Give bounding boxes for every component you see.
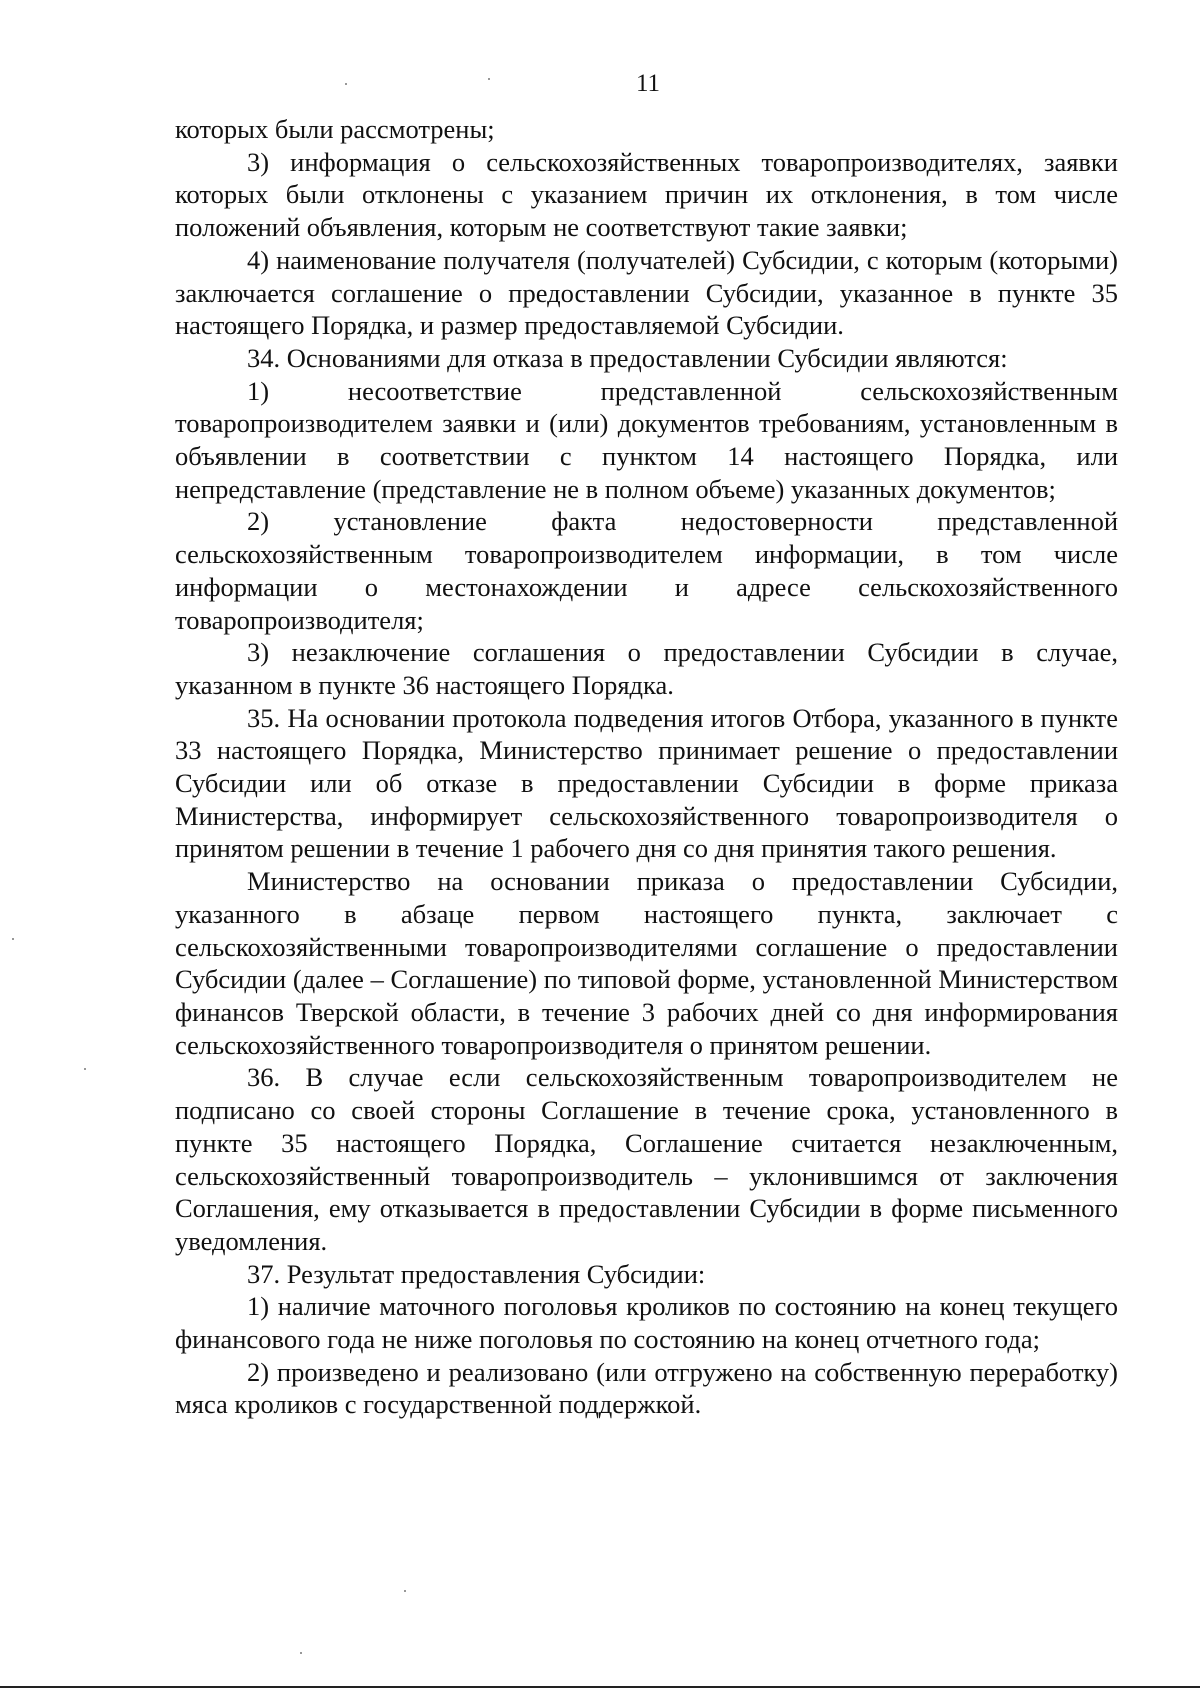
paragraph-34-item-2: 2) установление факта недостоверности представленной сельскохозяйственным товаропроизводителем информации, в том числе информации о местонахождении и адресе сельскохозяйственного товаропроизводителя; bbox=[175, 506, 1118, 635]
paragraph-37-item-1: 1) наличие маточного поголовья кроликов по состоянию на конец текущего финансового года не ниже поголовья по состоянию на конец отчетного года; bbox=[175, 1291, 1118, 1355]
paragraph-33-item-4: 4) наименование получателя (получателей) Субсидии, с которым (которыми) заключается соглашение о предоставлении Субсидии, указанное в пункте 35 настоящего Порядка, и размер предоставляемой Субсидии. bbox=[175, 244, 1118, 341]
scan-speck bbox=[300, 1652, 302, 1654]
scan-speck bbox=[488, 78, 490, 80]
page-number: 11 bbox=[635, 70, 661, 97]
scan-speck bbox=[84, 1068, 86, 1070]
scan-speck bbox=[345, 83, 347, 85]
paragraph-continuation: которых были рассмотрены; bbox=[175, 114, 495, 144]
paragraph-34-item-3: 3) незаключение соглашения о предоставлении Субсидии в случае, указанном в пункте 36 настоящего Порядка. bbox=[175, 637, 1118, 700]
paragraph-33-item-3: 3) информация о сельскохозяйственных товаропроизводителях, заявки которых были отклонены с указанием причин их отклонения, в том числе положений объявления, которым не соответствуют такие заявки; bbox=[175, 146, 1118, 243]
page-bottom-border bbox=[0, 1686, 1200, 1688]
paragraph-35: 35. На основании протокола подведения итогов Отбора, указанного в пункте 33 настоящего Порядка, Министерство принимает решение о предоставлении Субсидии или об отказе в предоставлении Субсидии в форме приказа Министерства, информирует сельскохозяйственного товаропроизводителя о принятом решении в течение 1 рабочего дня со дня принятия такого решения. bbox=[175, 702, 1118, 864]
scan-speck bbox=[12, 938, 14, 940]
paragraph-36: 36. В случае если сельскохозяйственным товаропроизводителем не подписано со своей стороны Соглашение в течение срока, установленного в пункте 35 настоящего Порядка, Соглашение считается незаключенным, сельскохозяйственный товаропроизводитель – уклонившимся от заключения Соглашения, ему отказывается в предоставлении Субсидии в форме письменного уведомления. bbox=[175, 1062, 1118, 1256]
scan-speck bbox=[404, 1590, 406, 1592]
paragraph-34-item-1: 1) несоответствие представленной сельскохозяйственным товаропроизводителем заявки и (или) документов требованиям, установленным в объявлении в соответствии с пунктом 14 настоящего Порядка, или непредставление (представление не в полном объеме) указанных документов; bbox=[175, 375, 1118, 504]
paragraph-34-heading: 34. Основаниями для отказа в предоставлении Субсидии являются: bbox=[247, 342, 1008, 373]
paragraph-35-second: Министерство на основании приказа о предоставлении Субсидии, указанного в абзаце первом настоящего пункта, заключает с сельскохозяйственными товаропроизводителями соглашение о предоставлении Субсидии (далее – Соглашение) по типовой форме, установленной Министерством финансов Тверской области, в течение 3 рабочих дней со дня информирования сельскохозяйственного товаропроизводителя о принятом решении. bbox=[175, 866, 1118, 1060]
paragraph-37-item-2: 2) произведено и реализовано (или отгружено на собственную переработку) мяса кроликов с государственной поддержкой. bbox=[175, 1356, 1118, 1420]
document-body bbox=[175, 113, 1118, 1421]
paragraph-37-heading: 37. Результат предоставления Субсидии: bbox=[247, 1258, 706, 1289]
